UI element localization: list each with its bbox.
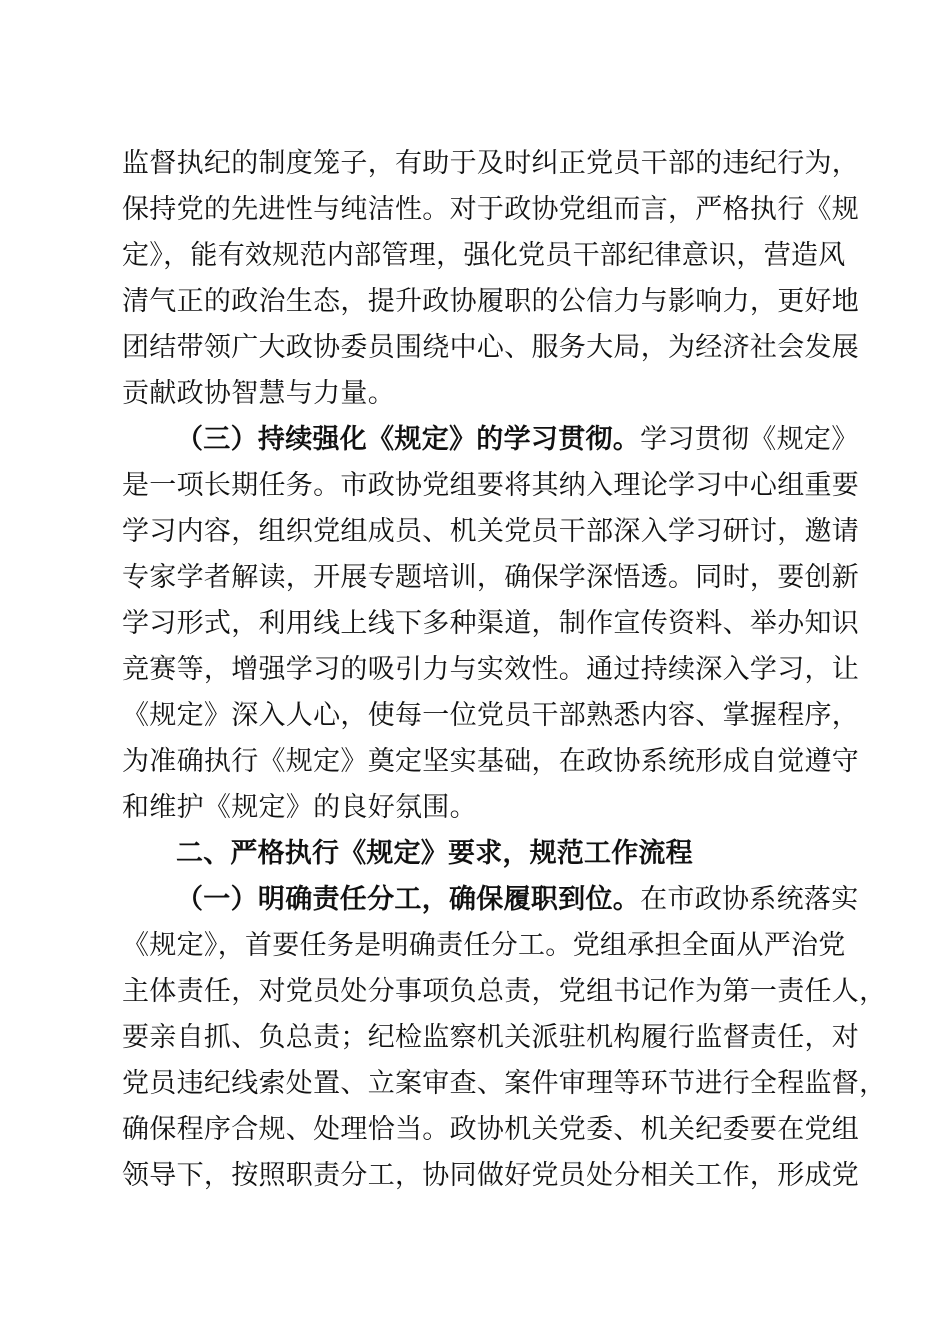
text-line: 监督执纪的制度笼子，有助于及时纠正党员干部的违纪行为， bbox=[122, 148, 860, 179]
text-line: 团结带领广大政协委员围绕中心、服务大局，为经济社会发展 bbox=[122, 332, 860, 363]
paragraph-lead: （一）明确责任分工，确保履职到位。 bbox=[176, 884, 641, 915]
paragraph-text: 在市政协系统落实 bbox=[640, 884, 859, 915]
text-line: 为准确执行《规定》奠定坚实基础，在政协系统形成自觉遵守 bbox=[122, 746, 860, 777]
paragraph-first-line bbox=[176, 876, 859, 924]
text-line: 要亲自抓、负总责；纪检监察机关派驻机构履行监督责任，对 bbox=[122, 1022, 860, 1053]
text-line: 清气正的政治生态，提升政协履职的公信力与影响力，更好地 bbox=[122, 286, 860, 317]
text-line: 《规定》，首要任务是明确责任分工。党组承担全面从严治党 bbox=[122, 930, 846, 961]
text-line: 《规定》深入人心，使每一位党员干部熟悉内容、掌握程序， bbox=[122, 700, 860, 731]
text-line: 领导下，按照职责分工，协同做好党员处分相关工作，形成党 bbox=[122, 1160, 860, 1191]
text-line: 确保程序合规、处理恰当。政协机关党委、机关纪委要在党组 bbox=[122, 1114, 860, 1145]
text-line: 和维护《规定》的良好氛围。 bbox=[122, 792, 477, 823]
text-line: 竞赛等，增强学习的吸引力与实效性。通过持续深入学习，让 bbox=[122, 654, 860, 685]
text-line: 保持党的先进性与纯洁性。对于政协党组而言，严格执行《规 bbox=[122, 194, 860, 225]
text-line: 党员违纪线索处置、立案审查、案件审理等环节进行全程监督， bbox=[122, 1068, 887, 1099]
text-line: 是一项长期任务。市政协党组要将其纳入理论学习中心组重要 bbox=[122, 470, 860, 501]
text-line: 学习形式，利用线上线下多种渠道，制作宣传资料、举办知识 bbox=[122, 608, 860, 639]
text-line: 贡献政协智慧与力量。 bbox=[122, 378, 395, 409]
text-line: 主体责任，对党员处分事项负总责，党组书记作为第一责任人， bbox=[122, 976, 887, 1007]
paragraph-lead: （三）持续强化《规定》的学习贯彻。 bbox=[176, 424, 641, 455]
paragraph-text: 学习贯彻《规定》 bbox=[640, 424, 859, 455]
paragraph-first-line bbox=[176, 416, 859, 464]
text-line: 学习内容，组织党组成员、机关党员干部深入学习研讨，邀请 bbox=[122, 516, 860, 547]
text-line: 专家学者解读，开展专题培训，确保学深悟透。同时，要创新 bbox=[122, 562, 860, 593]
text-line: 定》，能有效规范内部管理，强化党员干部纪律意识，营造风 bbox=[122, 240, 846, 271]
section-heading: 二、严格执行《规定》要求，规范工作流程 bbox=[176, 838, 693, 869]
